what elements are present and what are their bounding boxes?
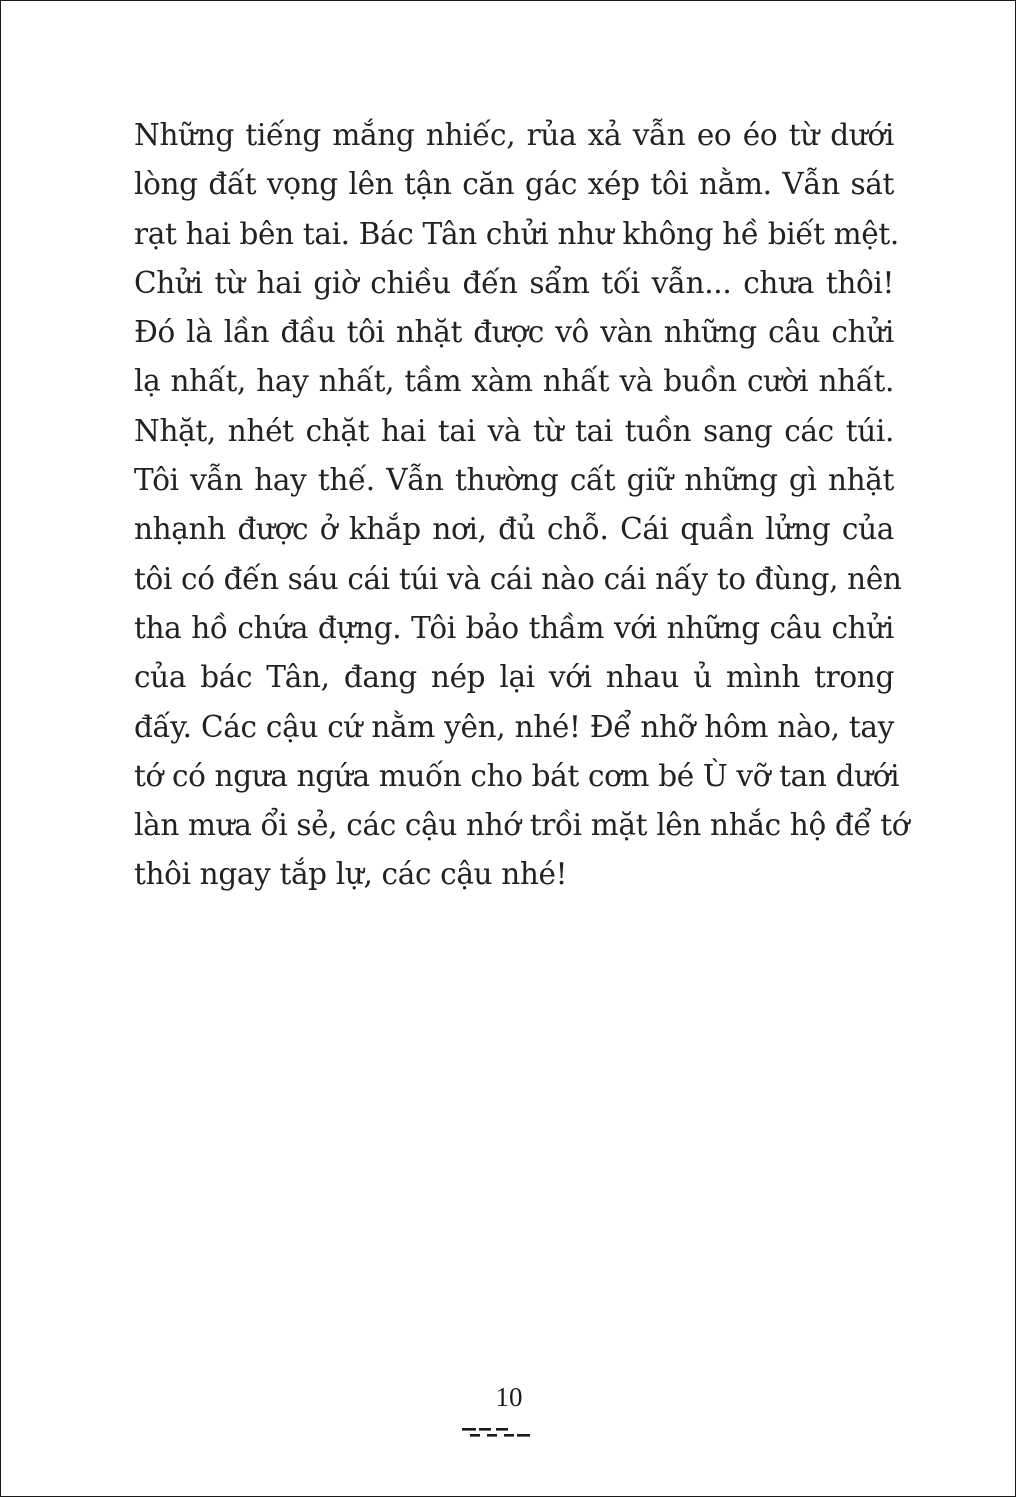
- text-line: Nhặt, nhét chặt hai tai và từ tai tuồn sang các túi.: [134, 413, 894, 448]
- text-line: Đó là lần đầu tôi nhặt được vô vàn những câu chửi: [134, 315, 894, 350]
- text-line: Tôi vẫn hay thế. Vẫn thường cất giữ những gì nhặt: [134, 463, 894, 498]
- text-line: lạ nhất, hay nhất, tầm xàm nhất và buồn cười nhất.: [134, 364, 894, 399]
- text-line: của bác Tân, đang nép lại với nhau ủ mình trong: [134, 660, 894, 695]
- text-line: lòng đất vọng lên tận căn gác xép tôi nằm. Vẫn sát: [134, 167, 894, 202]
- text-line: rạt hai bên tai. Bác Tân chửi như không hề biết mệt.: [134, 216, 899, 251]
- page-number: 10: [495, 1382, 523, 1412]
- text-line: tha hồ chứa đựng. Tôi bảo thầm với những câu chửi: [134, 610, 894, 645]
- text-line: thôi ngay tắp lự, các cậu nhé!: [134, 857, 568, 892]
- text-line: tớ có ngưa ngứa muốn cho bát cơm bé Ù vỡ tan dưới: [134, 758, 900, 793]
- text-line: làn mưa ổi sẻ, các cậu nhớ trồi mặt lên nhắc hộ để tớ: [134, 808, 910, 843]
- dashed-ornament-icon: [460, 1425, 532, 1439]
- body-paragraph: [134, 111, 910, 900]
- text-line: tôi có đến sáu cái túi và cái nào cái nấy to đùng, nên: [134, 561, 902, 596]
- text-line: nhạnh được ở khắp nơi, đủ chỗ. Cái quần lửng của: [134, 512, 894, 547]
- text-line: đấy. Các cậu cứ nằm yên, nhé! Để nhỡ hôm nào, tay: [134, 709, 894, 744]
- text-line: Chửi từ hai giờ chiều đến sẩm tối vẫn... chưa thôi!: [134, 265, 894, 300]
- text-line: Những tiếng mắng nhiếc, rủa xả vẫn eo éo từ dưới: [134, 118, 894, 152]
